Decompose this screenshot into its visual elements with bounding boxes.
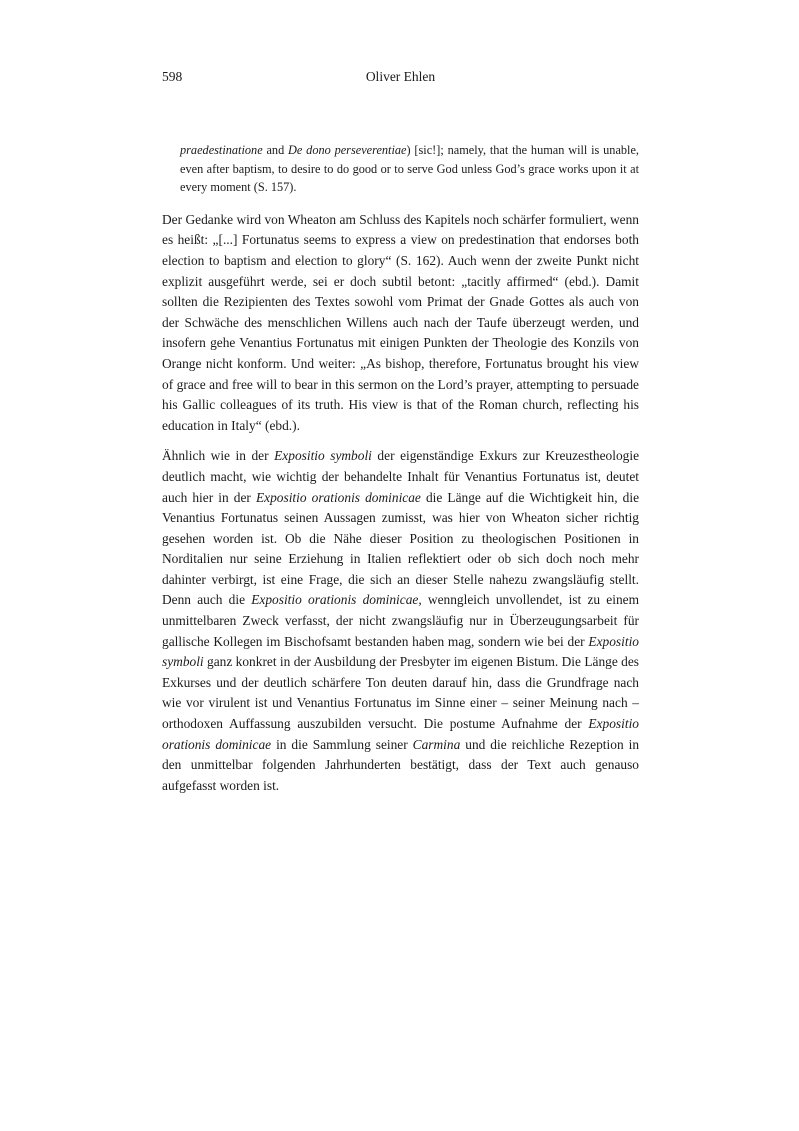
- running-header: Oliver Ehlen: [365, 69, 436, 84]
- text-column: [162, 68, 639, 796]
- paragraph-2: Ähnlich wie in der Expositio symboli der eigenständige Exkurs zur Kreuzestheologie deutlich macht, wie wichtig der behandelte Inhalt für Venantius Fortunatus ist, deutet auch hier in der Expositio orationis dominicae die Länge auf die Wichtigkeit hin, die Venantius Fortunatus seinen Aussagen zumisst, was hier von Wheaton sicher richtig gesehen worden ist. Ob die Nähe dieser Position zu theologischen Positionen in Norditalien nur seine Erziehung in Italien reflektiert oder ob sich doch noch mehr dahinter verbirgt, ist eine Frage, die sich an dieser Stelle nahezu zwangsläufig stellt. Denn auch die Expositio orationis dominicae, wenngleich unvollendet, ist zu einem unmittelbaren Zweck verfasst, der nicht zwangsläufig nur in Überzeugungsarbeit für gallische Kollegen im Bischofsamt bestanden haben mag, sondern wie bei der Expositio symboli ganz konkret in der Ausbildung der Presbyter im eigenen Bistum. Die Länge des Exkurses und der deutlich schärfere Ton deuten darauf hin, dass die Grundfrage nach wie vor virulent ist und Venantius Fortunatus im Sinne einer – seiner Meinung nach – orthodoxen Auffassung auszubilden versucht. Die postume Aufnahme der Expositio orationis dominicae in die Sammlung seiner Carmina und die reichliche Rezeption in den unmittelbar folgenden Jahrhunderten bestätigt, dass der Text auch genauso aufgefasst worden ist.: [162, 448, 640, 793]
- page-number: 598: [162, 69, 183, 84]
- block-quote: praedestinatione and De dono perseverentiae) [sic!]; namely, that the human will is unable, even after baptism, to desire to do good or to serve God unless God’s grace works upon it at every moment (S. 157).: [180, 143, 640, 195]
- paragraph-1: Der Gedanke wird von Wheaton am Schluss des Kapitels noch schärfer formuliert, wenn es heißt: „[...] Fortunatus seems to express a view on predestination that endorses both election to baptism and election to glory“ (S. 162). Auch wenn der zweite Punkt nicht explizit ausgeführt werde, sei er doch subtil betont: „tacitly affirmed“ (ebd.). Damit sollten die Rezipienten des Textes sowohl vom Primat der Gnade Gottes als auch von der Schwäche des menschlichen Willens auch nach der Taufe überzeugt werden, und insofern gehe Venantius Fortunatus mit einigen Punkten der Theologie des Konzils von Orange nicht konform. Und weiter: „As bishop, therefore, Fortunatus brought his view of grace and free will to bear in this sermon on the Lord’s prayer, attempting to persuade his Gallic colleagues of its truth. His view is that of the Roman church, reflecting his education in Italy“ (ebd.).: [162, 211, 639, 433]
- page-header: [162, 68, 639, 85]
